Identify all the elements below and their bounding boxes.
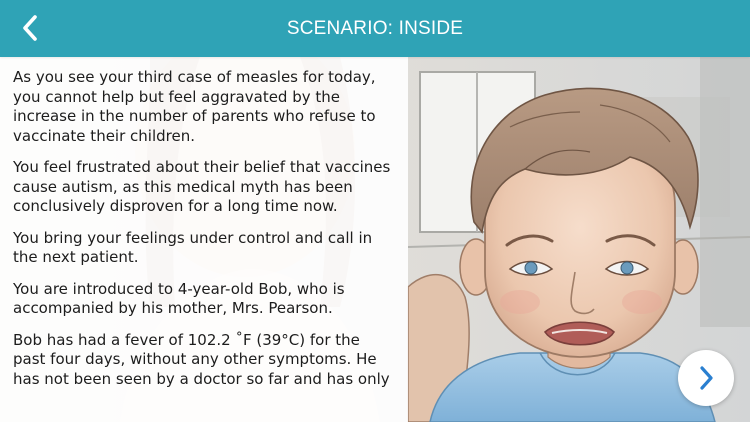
- story-paragraph: You bring your feelings under control and call in the next patient.: [13, 228, 373, 266]
- back-button[interactable]: [14, 12, 46, 44]
- next-button[interactable]: [678, 350, 734, 406]
- navigation-bar: [0, 0, 750, 57]
- story-text-panel: [0, 57, 408, 422]
- chevron-right-icon: [697, 365, 715, 391]
- story-paragraph: Bob has had a fever of 102.2 ˚F (39°C) for the past four days, without any other symptoms. He has not been seen by a doctor so far and has only: [13, 330, 390, 388]
- screen-title: SCENARIO: INSIDE: [286, 17, 464, 39]
- story-text: [0, 57, 408, 389]
- story-paragraph: As you see your third case of measles for today, you cannot help but feel aggravated by the increase in the number of parents who refuse to vaccinate their children.: [13, 68, 376, 145]
- chevron-left-icon: [20, 14, 40, 42]
- story-paragraph: You feel frustrated about their belief that vaccines cause autism, as this medical myth has been conclusively disproven for a long time now.: [13, 158, 391, 215]
- story-paragraph: You are introduced to 4-year-old Bob, who is accompanied by his mother, Mrs. Pearson.: [13, 279, 345, 317]
